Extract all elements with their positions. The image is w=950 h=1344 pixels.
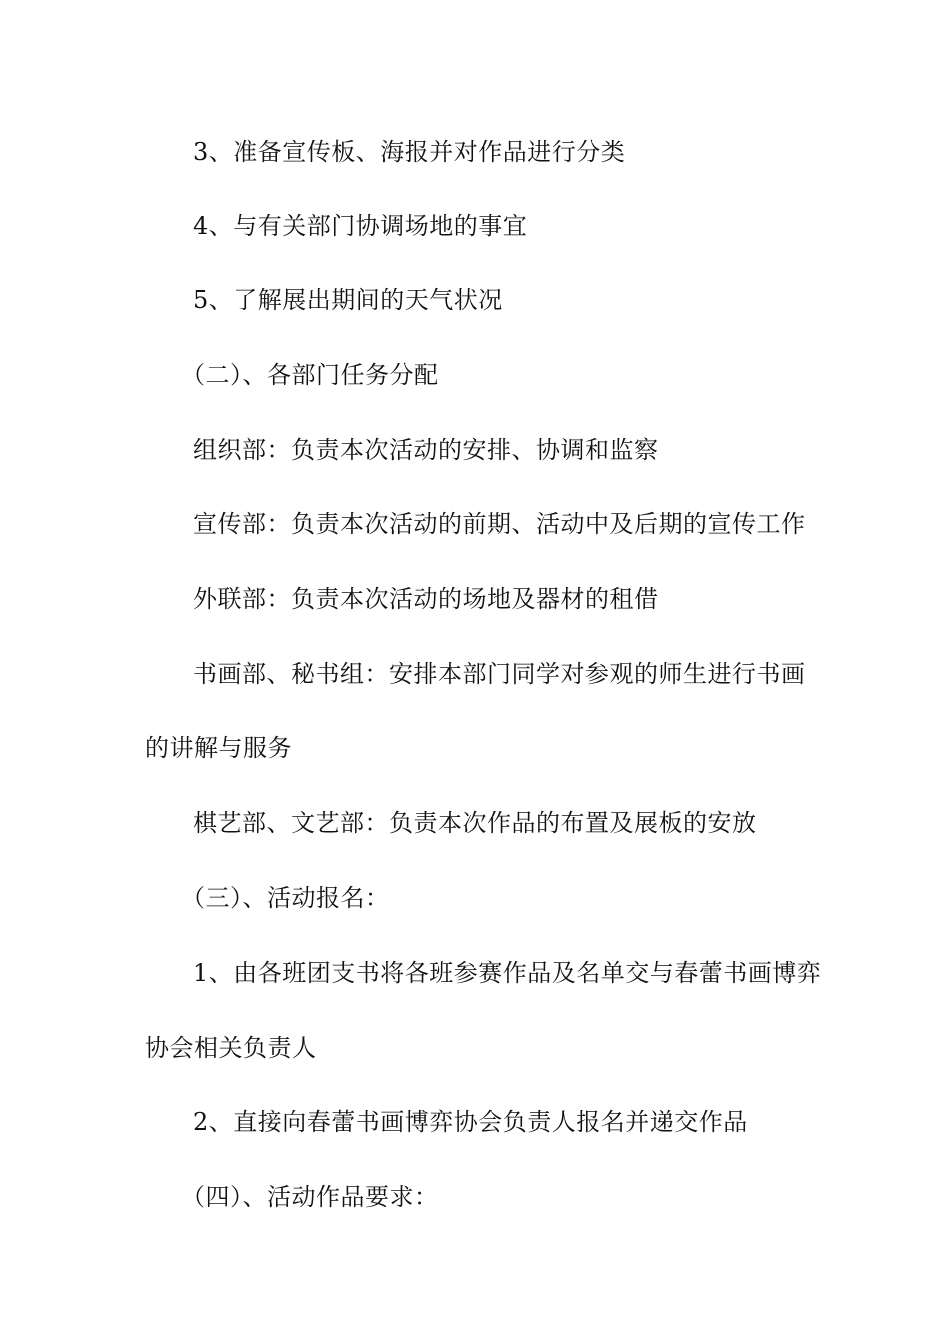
paragraph-line: 5、了解展出期间的天气状况 (193, 286, 503, 314)
paragraph-line: 宣传部：负责本次活动的前期、活动中及后期的宣传工作 (193, 510, 806, 538)
section-heading: （四）、活动作品要求： (181, 1183, 439, 1211)
paragraph-line: 组织部：负责本次活动的安排、协调和监察 (193, 436, 659, 464)
paragraph-line: 的讲解与服务 (145, 734, 292, 762)
paragraph-line: 棋艺部、文艺部：负责本次作品的布置及展板的安放 (193, 809, 757, 837)
paragraph-line: 外联部：负责本次活动的场地及器材的租借 (193, 585, 659, 613)
paragraph-line: 书画部、秘书组：安排本部门同学对参观的师生进行书画 (193, 660, 806, 688)
paragraph-line: 4、与有关部门协调场地的事宜 (193, 212, 528, 240)
paragraph-line: 3、准备宣传板、海报并对作品进行分类 (193, 138, 626, 166)
paragraph-line: 协会相关负责人 (145, 1034, 317, 1062)
section-heading: （二）、各部门任务分配 (181, 361, 439, 389)
paragraph-line: 2、直接向春蕾书画博弈协会负责人报名并递交作品 (193, 1108, 748, 1136)
paragraph-line: 1、由各班团支书将各班参赛作品及名单交与春蕾书画博弈 (193, 959, 822, 987)
section-heading: （三）、活动报名： (181, 884, 390, 912)
